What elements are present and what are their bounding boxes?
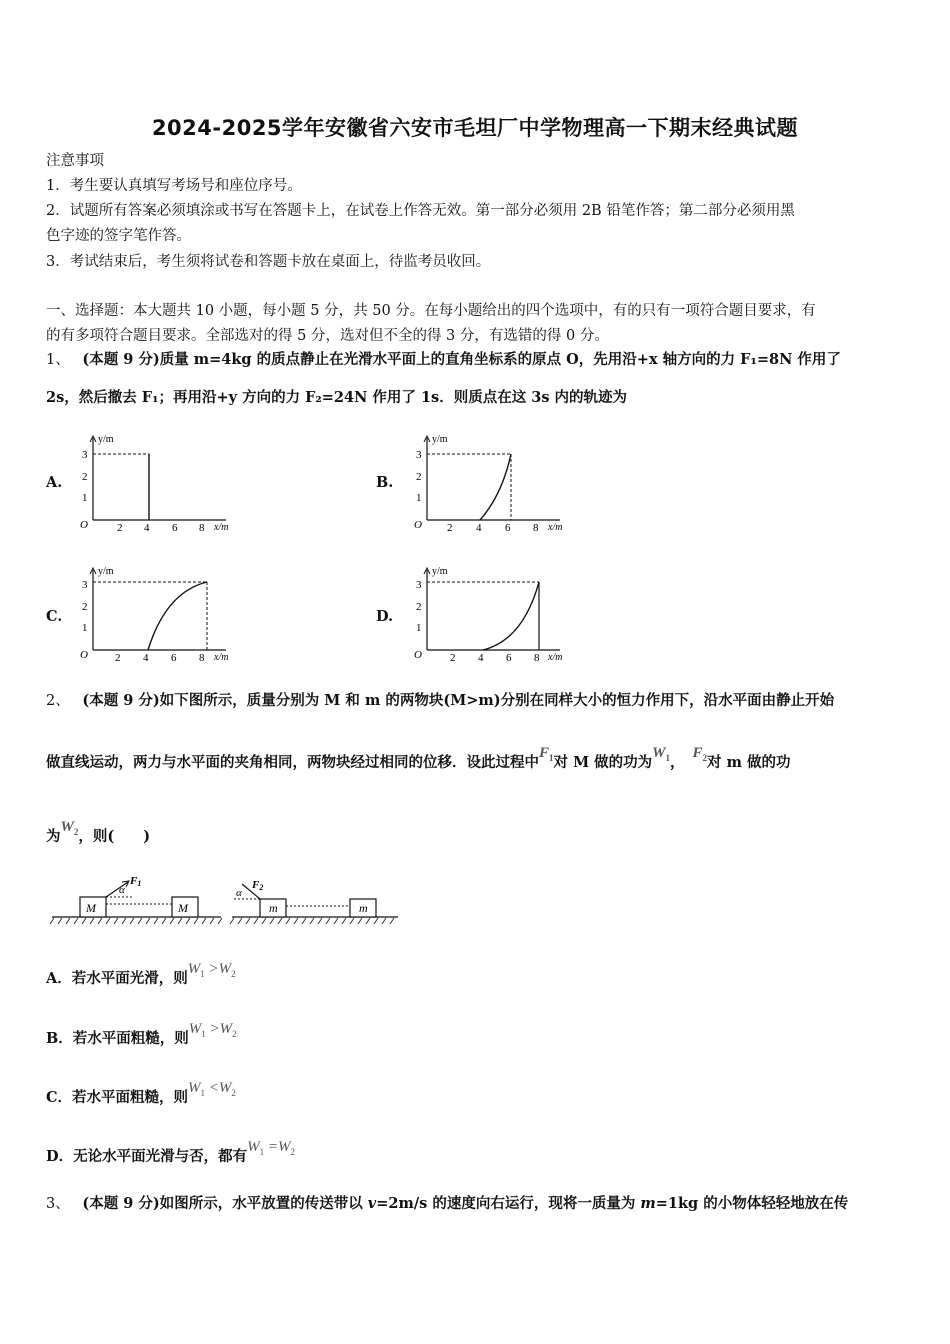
q2-option-b[interactable]: B．若水平面粗糙，则$W_1 >W_2$ [46, 1021, 237, 1047]
trajectory-d [483, 582, 539, 650]
y-axis-label: y/m [432, 434, 448, 445]
xtick-6: 6 [505, 522, 511, 534]
xtick-2: 2 [450, 652, 456, 664]
ytick-1: 1 [82, 622, 88, 634]
relation-w1-gt-w2: $W_1 >W_2$ [188, 1021, 237, 1039]
notice-item-3: 3．考试结束后，考生须将试卷和答题卡放在桌面上，待监考员收回。 [46, 254, 491, 270]
xtick-2: 2 [117, 522, 123, 534]
q2-line-3 [46, 819, 151, 851]
xtick-6: 6 [172, 522, 178, 534]
x-axis-label: x/m [214, 652, 229, 663]
xtick-2: 2 [115, 652, 121, 664]
ytick-3: 3 [82, 449, 88, 461]
page-title: 2024-2025学年安徽省六安市毛坦厂中学物理高一下期末经典试题 [151, 116, 799, 140]
q2-text-2a: 做直线运动，两力与水平面的夹角相同，两物块经过相同的位移．设此过程中 [46, 754, 539, 771]
svg-text:F2: F2 [252, 879, 264, 892]
x-axis-label: x/m [214, 522, 229, 533]
x-axis-label: x/m [548, 522, 563, 533]
svg-text:α: α [119, 884, 125, 896]
relation-w1-lt-w2: $W_1 <W_2$ [188, 1080, 236, 1098]
ytick-1: 1 [416, 492, 422, 504]
q1-graph-c [76, 562, 246, 672]
q2-option-c[interactable]: C．若水平面粗糙，则$W_1 <W_2$ [46, 1080, 236, 1106]
xtick-8: 8 [199, 522, 205, 534]
q2-comma: ， [670, 754, 685, 771]
q2-figure [46, 868, 406, 930]
q2-option-d[interactable]: D．无论水平面光滑与否，都有$W_1 =W_2$ [46, 1139, 295, 1165]
q1-graph-a [76, 430, 246, 540]
x-axis-label: x/m [548, 652, 563, 663]
q2-text-1: (本题 9 分)如下图所示，质量分别为 M 和 m 的两物块(M>m)分别在同样大小的恒力作用下，沿水平面由静止开始 [82, 692, 835, 709]
ytick-3: 3 [416, 449, 422, 461]
ytick-3: 3 [416, 579, 422, 591]
q3-number: 3、 [46, 1196, 70, 1212]
q2-line-2 [46, 745, 791, 777]
q2-option-a[interactable]: A．若水平面光滑，则$W_1 >W_2$ [46, 961, 236, 987]
notice-item-2: 2．试题所有答案必须填涂或书写在答题卡上，在试卷上作答无效。第一部分必须用 2B 铅笔作答；第二部分必须用黑 [46, 203, 795, 219]
xtick-4: 4 [144, 522, 150, 534]
y-axis-label: y/m [98, 434, 114, 445]
q1-option-c-label[interactable]: C. [46, 608, 63, 625]
q2-text-3a: 为 [46, 828, 61, 845]
f2-symbol: $F_2$ [692, 745, 708, 763]
y-axis-label: y/m [98, 566, 114, 577]
section-intro-2: 的有多项符合题目要求。全部选对的得 5 分，选对但不全的得 3 分，有选错的得 0 分。 [46, 328, 609, 344]
w2-symbol: $W_2$ [60, 819, 79, 837]
ytick-2: 2 [416, 601, 422, 613]
svg-text:M: M [178, 901, 188, 915]
notice-item-2-cont: 色字迹的签字笔作答。 [46, 228, 191, 244]
ytick-1: 1 [416, 622, 422, 634]
q1-graph-b [410, 430, 580, 540]
q2-text-2d: 对 m 做的功 [707, 754, 791, 771]
q1-line-1 [46, 351, 841, 369]
ytick-2: 2 [416, 471, 422, 483]
q1-line-2: 2s，然后撤去 F₁；再用沿+y 方向的力 F₂=24N 作用了 1s．则质点在这 3s 内的轨迹为 [46, 389, 628, 406]
q1-number: 1、 [46, 352, 70, 368]
y-axis-label: y/m [432, 566, 448, 577]
section-intro-1: 一、选择题：本大题共 10 小题，每小题 5 分，共 50 分。在每小题给出的四个选项中，有的只有一项符合题目要求，有 [46, 303, 816, 319]
q1-text-1: (本题 9 分)质量 m=4kg 的质点静止在光滑水平面上的直角坐标系的原点 O，先用沿+x 轴方向的力 F₁=8N 作用了 [82, 351, 841, 368]
xtick-2: 2 [447, 522, 453, 534]
q3-text: (本题 9 分)如图所示，水平放置的传送带以 v=2m/s 的速度向右运行，现将一质量为 m=1kg 的小物体轻轻地放在传 [82, 1195, 849, 1212]
svg-text:M: M [86, 901, 96, 915]
notice-heading: 注意事项 [46, 153, 104, 169]
svg-text:m: m [269, 901, 278, 915]
xtick-4: 4 [478, 652, 484, 664]
xtick-8: 8 [199, 652, 205, 664]
ytick-2: 2 [82, 601, 88, 613]
svg-text:F1: F1 [130, 875, 142, 888]
w1-symbol: $W_1$ [652, 745, 671, 763]
q2-number: 2、 [46, 693, 70, 709]
xtick-6: 6 [171, 652, 177, 664]
origin-label: O [414, 649, 422, 661]
ytick-2: 2 [82, 471, 88, 483]
q2-text-3b: ，则( ) [78, 828, 151, 845]
ytick-1: 1 [82, 492, 88, 504]
origin-label: O [414, 519, 422, 531]
trajectory-c [148, 582, 207, 650]
q1-option-d-label[interactable]: D. [376, 608, 394, 625]
xtick-4: 4 [476, 522, 482, 534]
q2-line-1 [46, 692, 834, 710]
ytick-3: 3 [82, 579, 88, 591]
xtick-4: 4 [143, 652, 149, 664]
q1-graph-d [410, 562, 580, 672]
relation-w1-gt-w2: $W_1 >W_2$ [187, 961, 236, 979]
trajectory-b [480, 454, 511, 520]
origin-label: O [80, 649, 88, 661]
origin-label: O [80, 519, 88, 531]
xtick-6: 6 [506, 652, 512, 664]
xtick-8: 8 [533, 522, 539, 534]
f1-symbol: $F_1$ [539, 745, 554, 763]
q3-line-1 [46, 1195, 848, 1213]
xtick-8: 8 [534, 652, 540, 664]
notice-item-1: 1．考生要认真填写考场号和座位序号。 [46, 178, 302, 194]
q1-option-a-label[interactable]: A. [46, 474, 63, 491]
svg-text:m: m [359, 901, 368, 915]
relation-w1-eq-w2: $W_1 =W_2$ [247, 1139, 295, 1157]
q1-option-b-label[interactable]: B. [376, 474, 394, 491]
svg-text:α: α [236, 887, 242, 899]
q2-text-2b: 对 M 做的功为 [553, 754, 653, 771]
